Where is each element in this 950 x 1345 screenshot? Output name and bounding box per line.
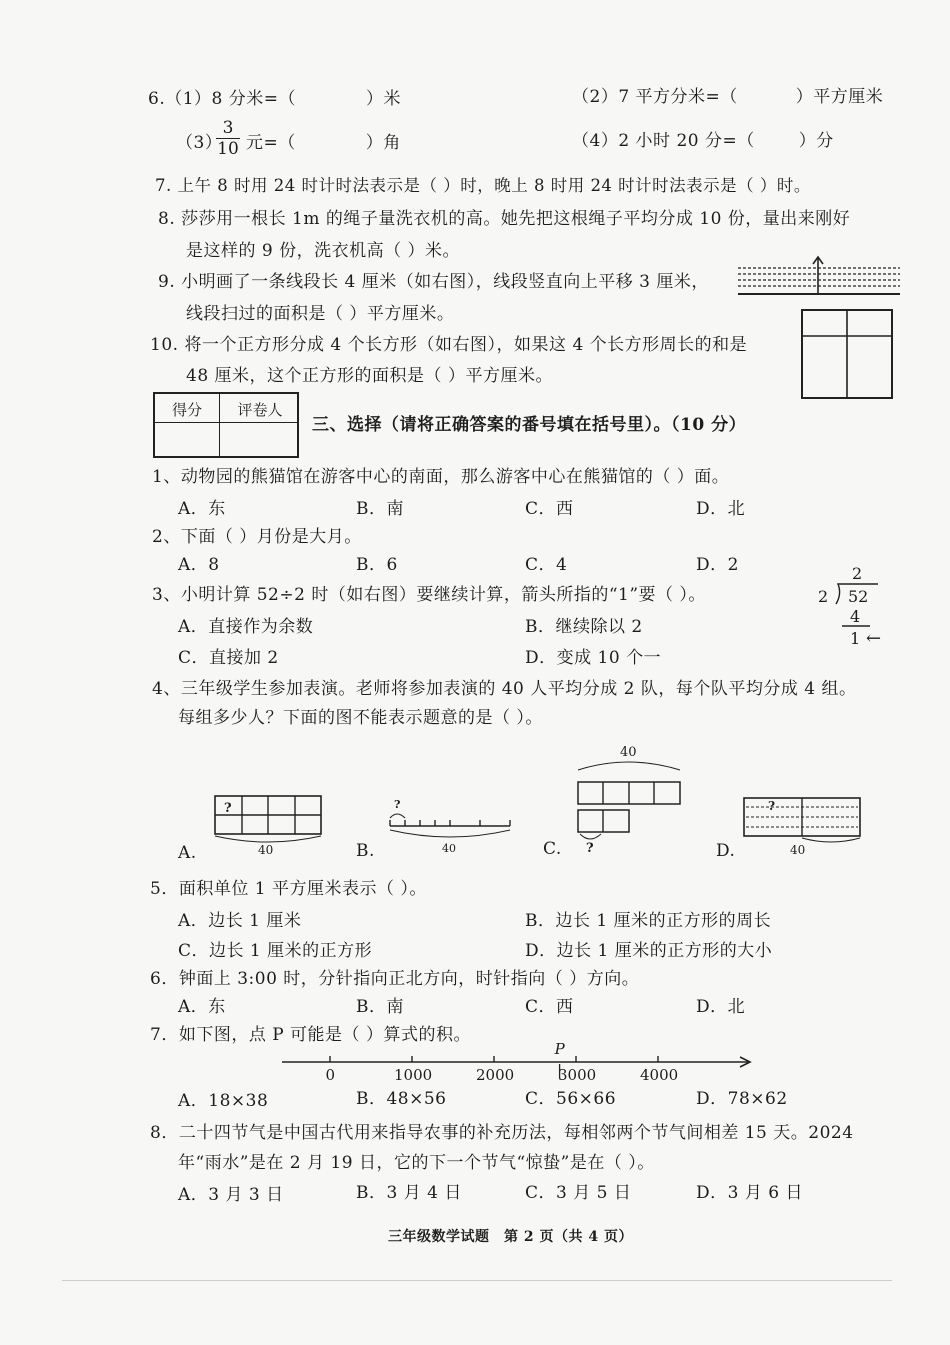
q6-part3: 元=（ ）角 — [246, 133, 401, 153]
q8-line2: 是这样的 9 份，洗衣机高（ ）米。 — [186, 241, 461, 261]
option-b-total: 40 — [442, 842, 456, 855]
choice-q1-option-d: D．北 — [696, 499, 746, 519]
option-a-figure — [212, 792, 326, 858]
choice-q4-option-b: B. — [356, 841, 375, 861]
choice-q1-option-a: A．东 — [178, 499, 226, 519]
fraction-numerator: 3 — [216, 118, 240, 139]
q10-square-figure — [800, 308, 896, 402]
choice-q8-option-a: A．3 月 3 日 — [178, 1185, 284, 1205]
choice-q1-option-b: B．南 — [356, 499, 404, 519]
choice-q6-option-c: C．西 — [525, 997, 574, 1017]
long-division-figure — [812, 562, 898, 652]
choice-q8-option-c: C．3 月 5 日 — [525, 1183, 632, 1203]
choice-q3-option-a: A．直接作为余数 — [178, 617, 314, 637]
q9-line1: 9. 小明画了一条线段长 4 厘米（如右图），线段竖直向上平移 3 厘米， — [158, 272, 709, 292]
q8-line1: 8. 莎莎用一根长 1m 的绳子量洗衣机的高。她先把这根绳子平均分成 10 份，量出来刚好 — [158, 209, 851, 229]
number-line — [276, 1040, 762, 1088]
division-divisor: 2 — [818, 587, 829, 606]
choice-q4-option-d: D. — [716, 841, 736, 861]
choice-q4-option-a: A. — [178, 843, 197, 863]
q6-part3-label: （3） — [176, 133, 223, 153]
division-remainder: 1 — [850, 629, 861, 648]
grader-label: 评卷人 — [237, 401, 283, 419]
q6-fraction — [216, 118, 240, 159]
q6-part4: （4）2 小时 20 分=（ ）分 — [572, 131, 834, 151]
division-dividend: 52 — [848, 587, 869, 606]
choice-q6-stem: 6．钟面上 3:00 时，分针指向正北方向，时针指向（ ）方向。 — [150, 969, 640, 989]
choice-q6-option-d: D．北 — [696, 997, 746, 1017]
choice-q7-option-d: D．78×62 — [696, 1089, 788, 1109]
point-p-label: P — [554, 1040, 565, 1058]
choice-q2-option-a: A．8 — [178, 555, 220, 575]
number-line-tick-label: 2000 — [476, 1066, 515, 1084]
choice-q5-option-a: A．边长 1 厘米 — [178, 911, 302, 931]
number-line-tick-label: 3000 — [558, 1066, 597, 1084]
choice-q4-stem-line2: 每组多少人？下面的图不能表示题意的是（ ）。 — [178, 708, 543, 728]
choice-q8-stem-line1: 8．二十四节气是中国古代用来指导农事的补充历法，每相邻两个节气间相差 15 天。2024 — [150, 1123, 854, 1143]
choice-q6-option-a: A．东 — [178, 997, 226, 1017]
number-line-tick-label: 4000 — [640, 1066, 679, 1084]
choice-q8-option-d: D．3 月 6 日 — [696, 1183, 803, 1203]
q7-text: 7. 上午 8 时用 24 时计时法表示是（ ）时，晚上 8 时用 24 时计时法表示是（ ）时。 — [155, 176, 811, 195]
choice-q5-option-c: C．边长 1 厘米的正方形 — [178, 941, 373, 961]
choice-q3-stem: 3、小明计算 52÷2 时（如右图）要继续计算，箭头所指的“1”要（ ）。 — [152, 585, 706, 605]
fraction-denominator: 10 — [217, 139, 239, 159]
option-d-question-mark: ? — [768, 799, 776, 813]
choice-q7-option-b: B．48×56 — [356, 1089, 447, 1109]
arrow-left-icon: ← — [866, 628, 882, 649]
section3-title: 三、选择（请将正确答案的番号填在括号里）。（10 分） — [312, 415, 747, 435]
choice-q3-option-b: B．继续除以 2 — [525, 617, 643, 637]
choice-q7-option-c: C．56×66 — [525, 1089, 617, 1109]
choice-q7-option-a: A．18×38 — [178, 1091, 269, 1111]
choice-q4-stem-line1: 4、三年级学生参加表演。老师将参加表演的 40 人平均分成 2 队，每个队平均分成 4 组。 — [152, 679, 857, 699]
option-a-total: 40 — [258, 843, 274, 857]
choice-q3-option-c: C．直接加 2 — [178, 648, 279, 668]
choice-q2-option-b: B．6 — [356, 555, 398, 575]
option-b-question-mark: ? — [394, 798, 401, 811]
choice-q7-stem: 7．如下图，点 P 可能是（ ）算式的积。 — [150, 1025, 471, 1045]
choice-q2-option-c: C．4 — [525, 555, 568, 575]
choice-q2-option-d: D．2 — [696, 555, 739, 575]
choice-q4-option-c: C. — [543, 839, 562, 859]
choice-q1-option-c: C．西 — [525, 499, 574, 519]
option-c-total: 40 — [620, 745, 637, 760]
choice-q1-stem: 1、动物园的熊猫馆在游客中心的南面，那么游客中心在熊猫馆的（ ）面。 — [152, 467, 730, 487]
page-footer: 三年级数学试题 第 2 页（共 4 页） — [388, 1229, 633, 1245]
page-bottom-rule — [62, 1280, 892, 1281]
choice-q5-option-d: D．边长 1 厘米的正方形的大小 — [525, 941, 773, 961]
score-table — [153, 392, 299, 458]
q9-translation-figure — [734, 254, 904, 300]
choice-q5-option-b: B．边长 1 厘米的正方形的周长 — [525, 911, 772, 931]
q6-part1: 6.（1）8 分米=（ ）米 — [148, 89, 401, 109]
option-a-question-mark: ? — [224, 801, 232, 816]
q9-line2: 线段扫过的面积是（ ）平方厘米。 — [186, 304, 455, 324]
number-line-tick-label: 0 — [325, 1066, 336, 1084]
q10-line2: 48 厘米，这个正方形的面积是（ ）平方厘米。 — [186, 366, 553, 386]
division-quotient: 2 — [852, 564, 863, 583]
option-d-total: 40 — [790, 843, 806, 857]
q10-line1: 10. 将一个正方形分成 4 个长方形（如右图），如果这 4 个长方形周长的和是 — [150, 335, 748, 355]
q6-part2: （2）7 平方分米=（ ）平方厘米 — [572, 87, 884, 107]
option-c-figure — [572, 740, 686, 856]
choice-q6-option-b: B．南 — [356, 997, 404, 1017]
choice-q8-stem-line2: 年“雨水”是在 2 月 19 日，它的下一个节气“惊蛰”是在（ ）。 — [178, 1153, 655, 1173]
option-d-figure — [740, 792, 866, 858]
choice-q2-stem: 2、下面（ ）月份是大月。 — [152, 527, 362, 547]
choice-q3-option-d: D．变成 10 个一 — [525, 648, 662, 668]
option-c-question-mark: ? — [586, 841, 594, 856]
choice-q8-option-b: B．3 月 4 日 — [356, 1183, 462, 1203]
score-label: 得分 — [171, 401, 202, 419]
choice-q5-stem: 5．面积单位 1 平方厘米表示（ ）。 — [150, 879, 427, 899]
option-b-figure — [384, 792, 516, 856]
division-product: 4 — [850, 607, 861, 626]
number-line-tick-label: 1000 — [394, 1066, 433, 1084]
